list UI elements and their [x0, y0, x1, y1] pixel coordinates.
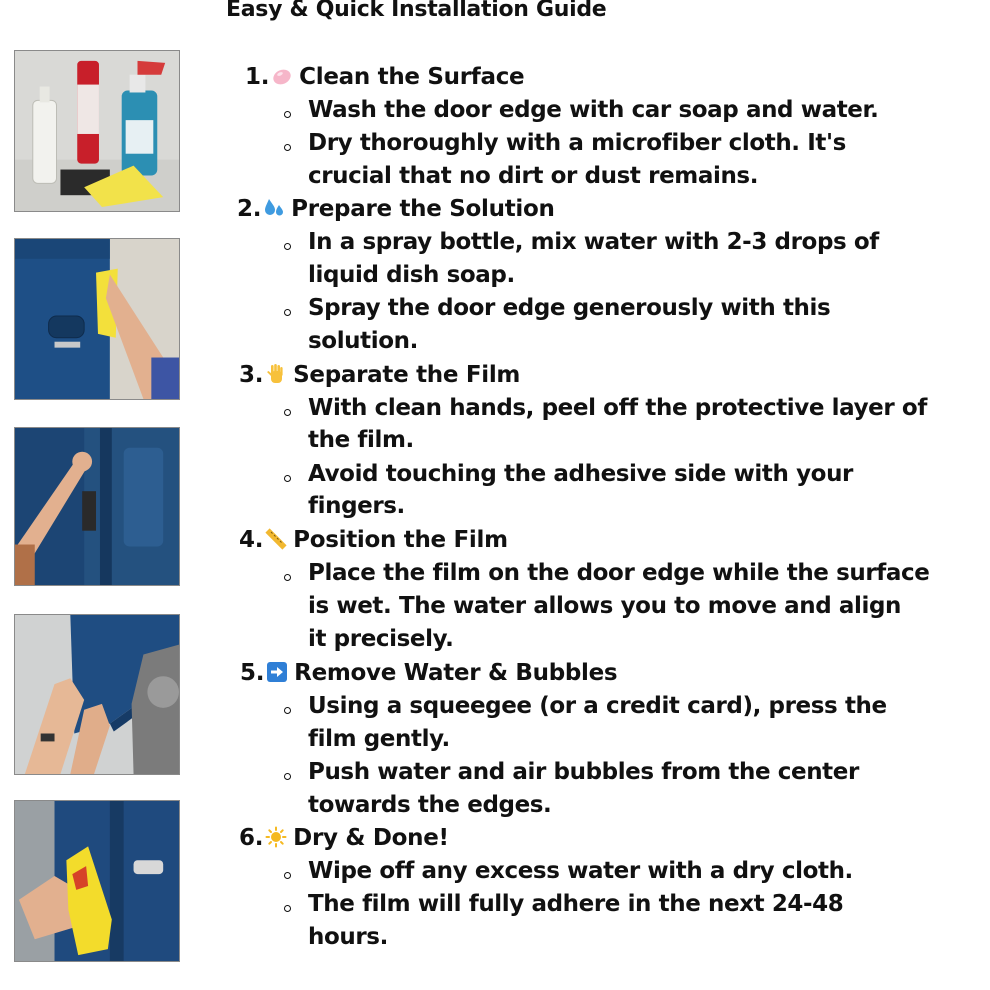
step-5-bullet-1-cont: film gently. [308, 726, 450, 752]
step-3-title: 3. Separate the Film [239, 362, 521, 388]
step-5-bullet-1: Using a squeegee (or a credit card), press the [308, 693, 887, 719]
step-2-bullet-1: In a spray bottle, mix water with 2-3 drops of [308, 229, 879, 255]
bullet-marker [284, 309, 291, 316]
sun-icon [265, 826, 287, 848]
step-1-bullet-1: Wash the door edge with car soap and water. [308, 97, 879, 123]
step-2-bullet-2-cont: solution. [308, 328, 418, 354]
step-4-bullet-1-cont2: it precisely. [308, 626, 454, 652]
page-title: Easy & Quick Installation Guide [226, 0, 607, 22]
step-5-title: 5. Remove Water & Bubbles [240, 660, 618, 686]
step-6-bullet-1: Wipe off any excess water with a dry cloth. [308, 858, 853, 884]
bullet-marker [284, 475, 291, 482]
step-3-bullet-2: Avoid touching the adhesive side with your [308, 461, 854, 487]
step-5-bullet-2: Push water and air bubbles from the center [308, 759, 859, 785]
straight-ruler-icon [265, 528, 287, 550]
step-4-bullet-1-cont: is wet. The water allows you to move and align [308, 593, 902, 619]
step-1-bullet-2-cont: crucial that no dirt or dust remains. [308, 163, 759, 189]
step-6-title: 6. Dry & Done! [239, 825, 449, 851]
bullet-marker [284, 773, 291, 780]
soap-icon [271, 65, 293, 87]
step-1-title: 1. Clean the Surface [245, 64, 525, 90]
step-4-bullet-1: Place the film on the door edge while the surface [308, 560, 930, 586]
sweat-droplets-icon [263, 197, 285, 219]
wiping-door-photo [14, 238, 180, 400]
bullet-marker [284, 111, 291, 118]
step-5-bullet-2-cont: towards the edges. [308, 792, 552, 818]
peeling-film-photo [14, 427, 180, 586]
applying-film-photo [14, 614, 180, 775]
bullet-marker [284, 144, 291, 151]
bullet-marker [284, 707, 291, 714]
bullet-marker [284, 905, 291, 912]
step-3-bullet-1-cont: the film. [308, 427, 414, 453]
cleaning-products-photo [14, 50, 180, 212]
step-6-bullet-2-cont: hours. [308, 924, 388, 950]
bullet-marker [284, 574, 291, 581]
step-2-bullet-2: Spray the door edge generously with this [308, 295, 831, 321]
raised-hand-icon [265, 363, 287, 385]
drying-door-photo [14, 800, 180, 962]
bullet-marker [284, 243, 291, 250]
step-2-bullet-1-cont: liquid dish soap. [308, 262, 515, 288]
step-6-bullet-2: The film will fully adhere in the next 24-48 [308, 891, 844, 917]
step-2-title: 2. Prepare the Solution [237, 196, 555, 222]
bullet-marker [284, 872, 291, 879]
step-3-bullet-1: With clean hands, peel off the protective layer of [308, 395, 927, 421]
step-3-bullet-2-cont: fingers. [308, 493, 405, 519]
right-arrow-icon [266, 661, 288, 683]
step-4-title: 4. Position the Film [239, 527, 508, 553]
step-1-bullet-2: Dry thoroughly with a microfiber cloth. It's [308, 130, 846, 156]
bullet-marker [284, 409, 291, 416]
